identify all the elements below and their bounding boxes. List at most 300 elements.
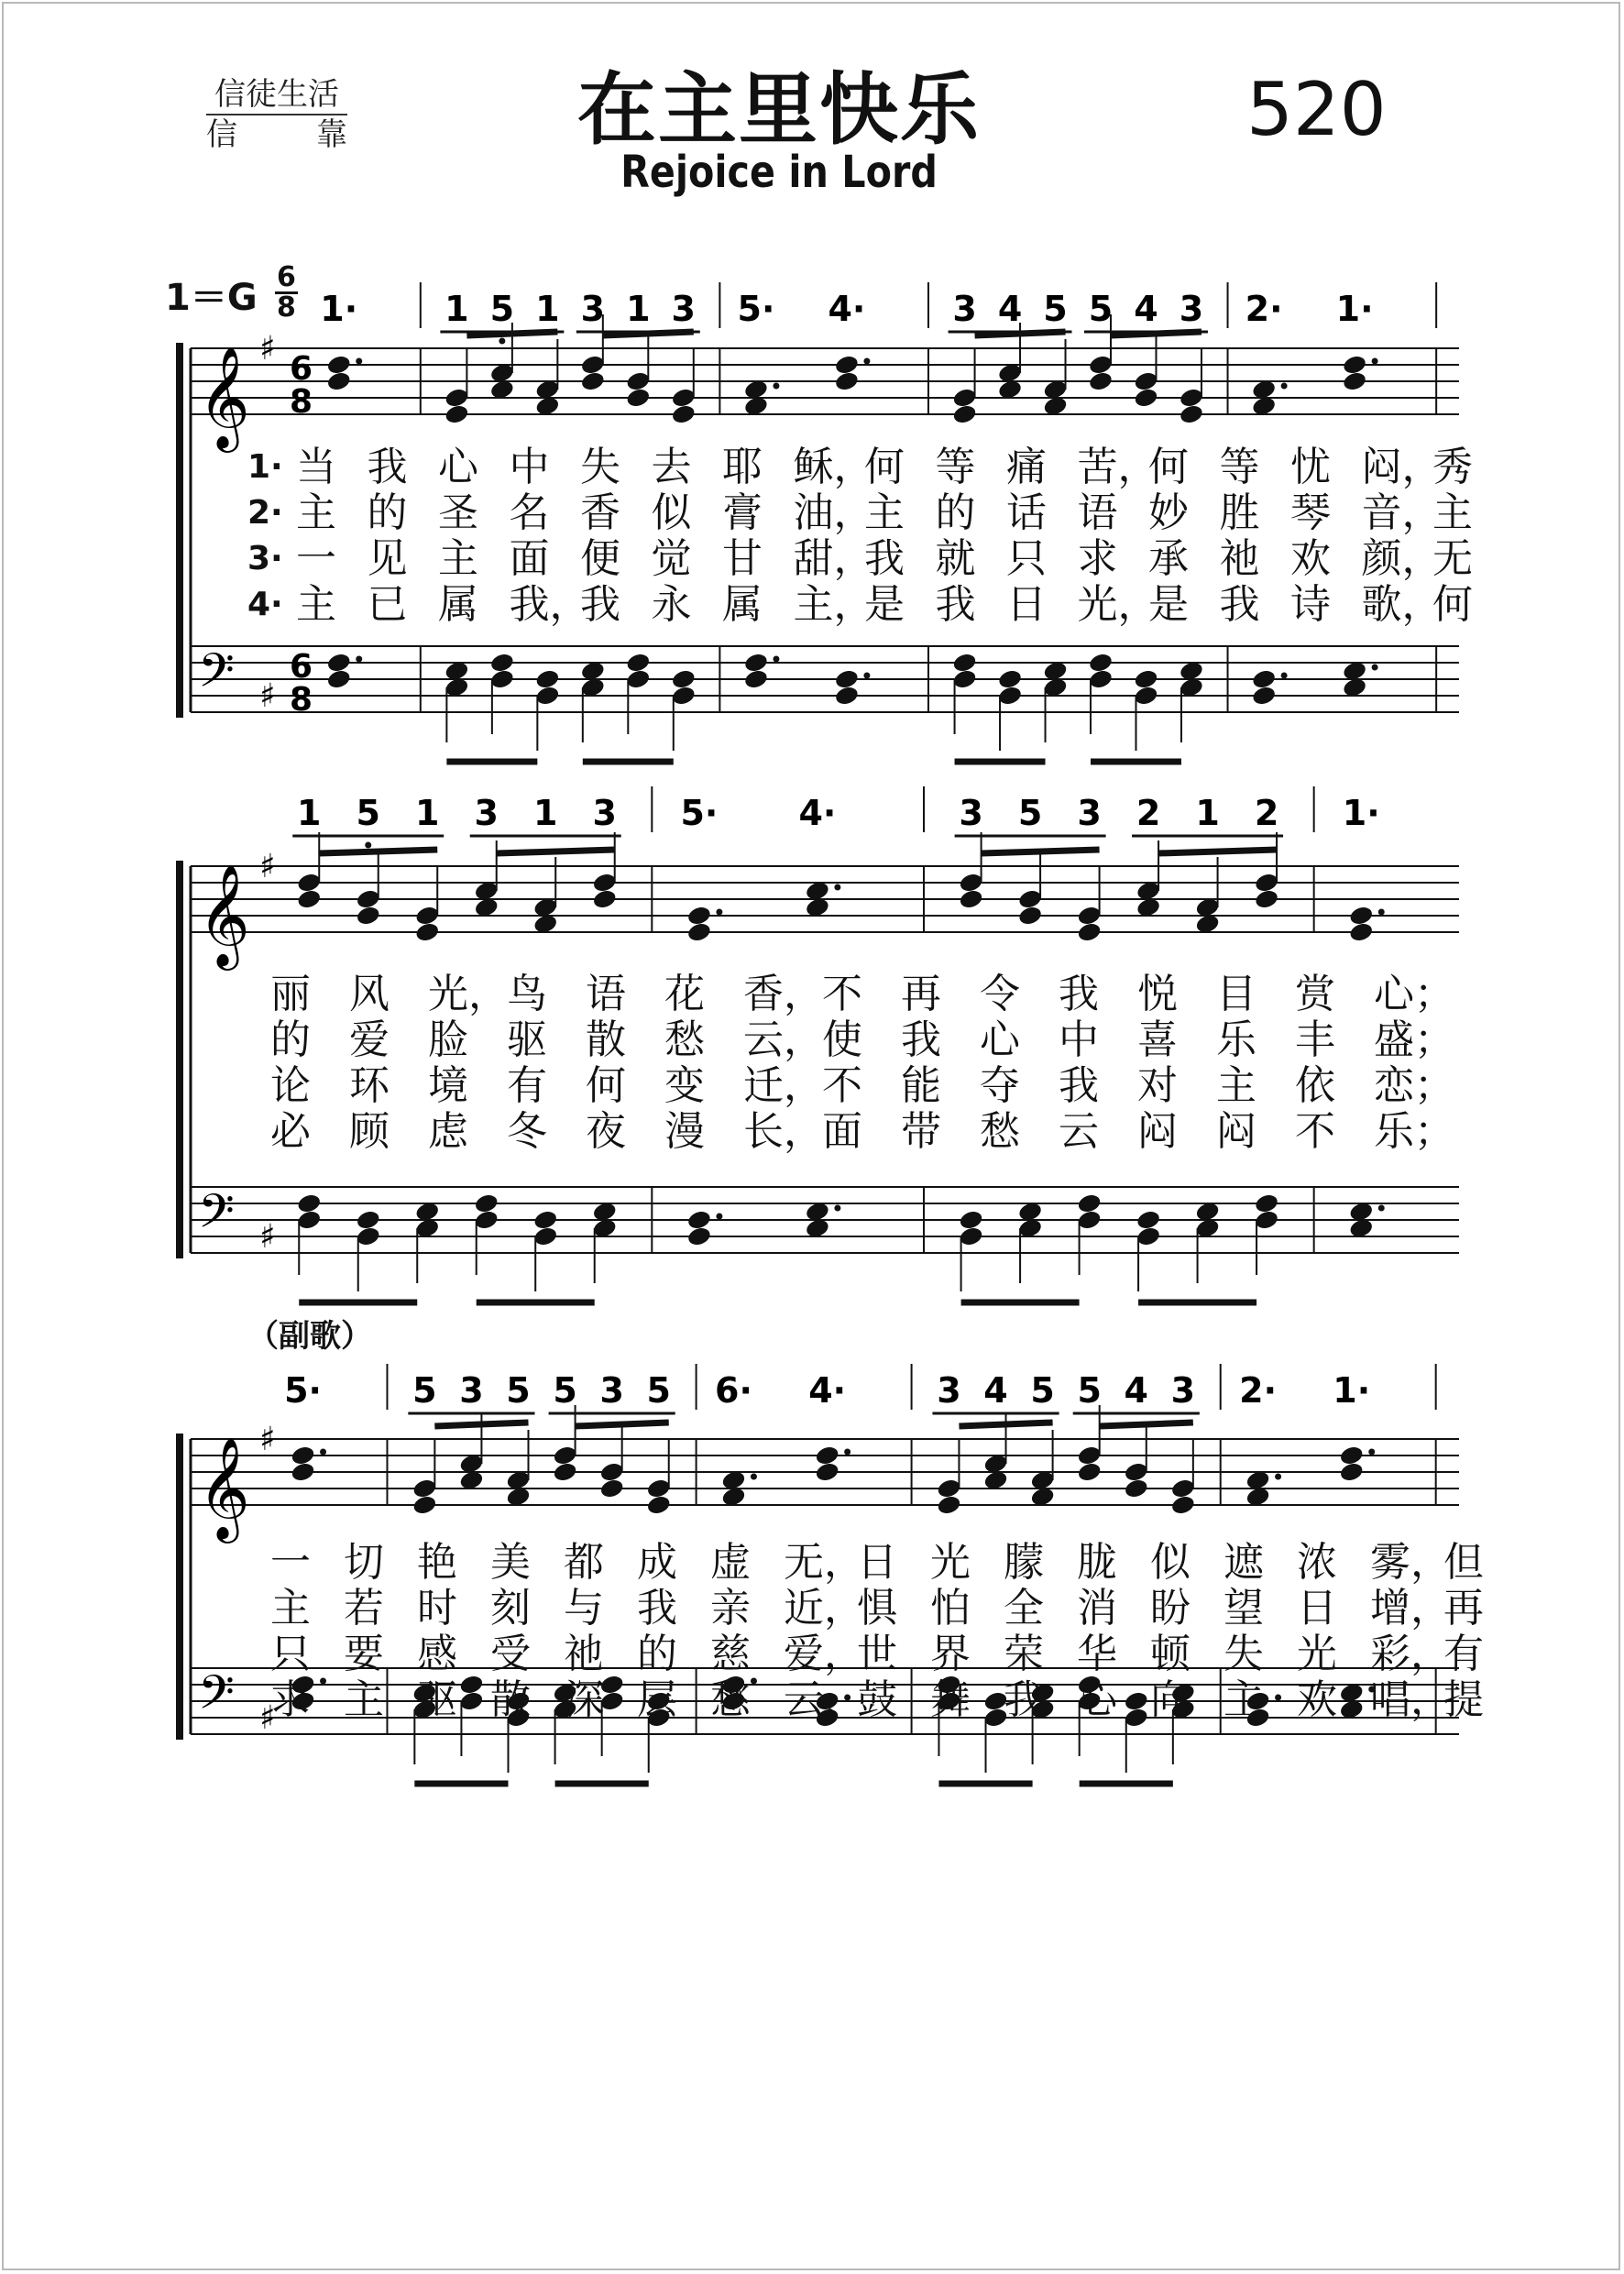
lyric-syllable: 驱 [417, 1676, 457, 1723]
lyric-syllable: 云， [743, 1016, 824, 1063]
lyric-syllable: 带 [901, 1108, 941, 1155]
bass-notehead [1254, 1209, 1279, 1231]
bass-notehead [958, 1209, 983, 1231]
treble-notehead [552, 1445, 577, 1467]
lyric-syllable: 日 [1297, 1585, 1337, 1631]
bass-clef-icon: 𝄢 [198, 1183, 235, 1250]
verse-number: 1· [247, 448, 283, 486]
jianpu-note: 3 [1170, 1370, 1196, 1411]
lyric-syllable: 的 [270, 1016, 311, 1063]
lyric-syllable: 必 [270, 1108, 311, 1155]
lyric-syllable: 彩， [1370, 1631, 1451, 1677]
treble-notehead [814, 1445, 839, 1467]
treble-notehead [1254, 888, 1279, 910]
lyric-syllable: 环 [349, 1062, 390, 1109]
lyric-syllable: 主 [270, 1585, 311, 1631]
lyric-syllable: 主 [1216, 1062, 1256, 1109]
lyric-syllable: 主 [296, 581, 336, 628]
jianpu-note: 5 [356, 793, 380, 833]
lyric-syllable: 悦 [1137, 971, 1178, 1017]
bass-time-signature: 8 [290, 681, 313, 719]
treble-notehead [1339, 1445, 1365, 1467]
bass-notehead [1076, 1192, 1102, 1214]
lyric-syllable: 愁 [710, 1676, 751, 1723]
treble-notehead [552, 1461, 577, 1483]
treble-notehead [592, 888, 618, 910]
treble-dot [356, 358, 362, 365]
jianpu-note: 5 [1030, 1370, 1055, 1411]
lyric-syllable: 世 [857, 1631, 897, 1677]
lyric-syllable: 华 [1077, 1631, 1117, 1677]
treble-beam [975, 332, 1066, 335]
lyric-syllable: 心 [980, 1016, 1020, 1063]
lyric-syllable: 的 [935, 489, 976, 536]
lyric-syllable: 失 [580, 444, 620, 490]
treble-beam [497, 850, 615, 853]
lyric-syllable: 无 [1432, 535, 1473, 582]
lyric-syllable: 虑 [428, 1108, 468, 1155]
treble-notehead [444, 387, 469, 409]
treble-notehead [834, 354, 860, 376]
lyric-syllable: 祂 [1219, 535, 1260, 582]
treble-dot [844, 1449, 850, 1456]
lyric-syllable: 中 [509, 444, 550, 490]
lyric-syllable: 我 [1004, 1676, 1044, 1723]
lyric-syllable: 向 [1150, 1676, 1191, 1723]
treble-notehead [958, 888, 983, 910]
bass-notehead [1251, 668, 1277, 690]
bass-notehead [1088, 652, 1114, 674]
treble-notehead [646, 1494, 672, 1516]
bass-dot [1372, 665, 1378, 671]
treble-time-signature: 6 [290, 350, 313, 388]
lyric-syllable: 觉 [651, 535, 692, 582]
treble-notehead [326, 370, 352, 392]
bass-notehead [997, 685, 1023, 707]
treble-notehead [580, 370, 606, 392]
bass-notehead [532, 1209, 558, 1231]
jianpu-note: 5 [506, 1370, 531, 1411]
jianpu-low-octave-dot [365, 842, 371, 849]
lyric-syllable: 喜 [1137, 1016, 1178, 1063]
bass-notehead [958, 1225, 983, 1247]
bass-dot [773, 656, 779, 663]
lyric-syllable: 苦， [1077, 444, 1158, 490]
jianpu-note: 3 [937, 1370, 961, 1411]
lyric-syllable: 稣， [793, 444, 874, 490]
lyric-syllable: 等 [1219, 444, 1260, 490]
bass-notehead [1136, 1209, 1161, 1231]
lyric-syllable: 若 [344, 1585, 384, 1631]
treble-notehead [1077, 1461, 1103, 1483]
lyric-syllable: 朦 [1004, 1539, 1044, 1586]
lyric-syllable: 主 [1432, 489, 1473, 536]
treble-notehead [936, 1494, 961, 1516]
lyric-syllable: 承 [1148, 535, 1189, 582]
bass-notehead [296, 1192, 322, 1214]
lyric-syllable: 心 [1077, 1676, 1117, 1723]
lyric-syllable: 令 [980, 971, 1020, 1017]
lyric-syllable: 油， [793, 489, 874, 536]
lyric-syllable: 顾 [349, 1108, 390, 1155]
jianpu-note: 5 [646, 1370, 671, 1411]
lyric-syllable: 名 [509, 489, 550, 536]
lyric-syllable: 主 [296, 489, 336, 536]
treble-notehead [414, 905, 440, 927]
lyric-syllable: 似 [1150, 1539, 1191, 1586]
treble-notehead [1133, 370, 1158, 392]
bass-dot [834, 1205, 840, 1212]
lyric-syllable: 亲 [710, 1585, 751, 1631]
treble-notehead [686, 921, 712, 943]
lyric-syllable: 鼓 [857, 1676, 897, 1723]
lyric-syllable: 漫 [664, 1108, 705, 1155]
lyric-syllable: 我 [1219, 581, 1260, 628]
jianpu-note: 5· [284, 1370, 322, 1411]
bass-notehead [1251, 685, 1277, 707]
lyric-syllable: 是 [864, 581, 905, 628]
hymn-subtitle: Rejoice in Lord [620, 147, 938, 198]
lyric-syllable: 主 [1223, 1676, 1264, 1723]
lyric-syllable: 舞 [930, 1676, 971, 1723]
treble-notehead [598, 1478, 624, 1500]
lyric-syllable: 再 [901, 971, 941, 1017]
treble-notehead [1076, 905, 1102, 927]
jianpu-note: 3 [599, 1370, 624, 1411]
lyric-syllable: 浓 [1297, 1539, 1337, 1586]
sharp-icon: ♯ [259, 677, 276, 715]
lyric-syllable: 有 [507, 1062, 547, 1109]
treble-notehead [625, 370, 651, 392]
treble-notehead [951, 403, 977, 425]
treble-notehead [290, 1445, 315, 1467]
lyric-syllable: 荣 [1004, 1631, 1044, 1677]
lyric-syllable: 面 [822, 1108, 862, 1155]
bass-notehead [326, 652, 352, 674]
treble-beam [982, 850, 1100, 853]
lyric-syllable: 层 [637, 1676, 677, 1723]
lyric-syllable: 我 [901, 1016, 941, 1063]
treble-notehead [1170, 1494, 1196, 1516]
lyric-syllable: 遮 [1223, 1539, 1264, 1586]
treble-beam [1111, 332, 1202, 335]
lyric-syllable: 主 [344, 1676, 384, 1723]
treble-beam [603, 332, 694, 335]
hymn-title: 在主里快乐 [577, 64, 981, 156]
bass-notehead [671, 685, 697, 707]
lyric-syllable: 见 [367, 535, 408, 582]
lyric-syllable: 恋； [1374, 1062, 1454, 1109]
lyric-syllable: 全 [1004, 1585, 1044, 1631]
sharp-icon: ♯ [259, 1421, 276, 1458]
bass-notehead [834, 668, 860, 690]
jianpu-note: 2 [1254, 793, 1279, 833]
jianpu-note: 1· [1342, 793, 1380, 833]
lyric-syllable: 主 [438, 535, 478, 582]
sharp-icon: ♯ [259, 1699, 276, 1737]
lyric-syllable: 音， [1361, 489, 1443, 536]
bass-notehead [474, 1209, 499, 1231]
lyric-syllable: 当 [296, 444, 336, 490]
lyric-syllable: 风 [349, 971, 390, 1017]
treble-notehead [1339, 1461, 1365, 1483]
category-secondary: 信 靠 [206, 116, 347, 153]
lyric-syllable: 脸 [428, 1016, 468, 1063]
lyric-syllable: 耶 [722, 444, 763, 490]
lyric-syllable: 丽 [270, 971, 311, 1017]
jianpu-note: 3 [671, 289, 697, 329]
lyric-syllable: 花 [664, 971, 705, 1017]
lyric-syllable: 冬 [507, 1108, 547, 1155]
treble-notehead [580, 354, 606, 376]
treble-notehead [598, 1461, 624, 1483]
chorus-label: （副歌） [247, 1318, 372, 1355]
lyric-syllable: 受 [490, 1631, 531, 1677]
lyric-syllable: 不 [822, 971, 862, 1017]
lyric-syllable: 属 [722, 581, 763, 628]
treble-notehead [290, 1461, 315, 1483]
lyric-syllable: 闷 [1137, 1108, 1178, 1155]
treble-beam [319, 850, 437, 853]
lyric-syllable: 与 [564, 1585, 604, 1631]
bass-notehead [534, 668, 560, 690]
bass-notehead [671, 668, 697, 690]
treble-clef-icon: 𝄞 [198, 346, 250, 448]
jianpu-note: 4 [997, 289, 1023, 329]
treble-notehead [1348, 921, 1374, 943]
jianpu-note: 6· [715, 1370, 752, 1411]
jianpu-note: 5 [1043, 289, 1068, 329]
jianpu-note: 1 [535, 289, 560, 329]
treble-beam [466, 332, 557, 335]
jianpu-note: 3 [580, 289, 606, 329]
treble-notehead [1179, 403, 1204, 425]
lyric-syllable: 愁 [980, 1108, 1020, 1155]
jianpu-note: 5 [1017, 793, 1043, 833]
lyric-syllable: 我 [864, 535, 905, 582]
bass-notehead [1133, 685, 1158, 707]
lyric-syllable: 便 [580, 535, 620, 582]
treble-notehead [296, 888, 322, 910]
key-signature-jianpu: 1＝G [165, 277, 258, 319]
lyric-syllable: 面 [509, 535, 550, 582]
bass-notehead [296, 1209, 322, 1231]
treble-notehead [1133, 387, 1158, 409]
jianpu-note: 3 [1077, 793, 1102, 833]
lyric-syllable: 鸟 [507, 971, 547, 1017]
lyric-syllable: 是 [1148, 581, 1189, 628]
bass-notehead [997, 668, 1023, 690]
lyric-syllable: 似 [651, 489, 692, 536]
lyric-syllable: 提 [1443, 1676, 1484, 1723]
lyric-syllable: 歌， [1361, 581, 1443, 628]
treble-notehead [411, 1494, 437, 1516]
verse-number: 4· [247, 586, 283, 623]
time-denominator: 8 [277, 291, 296, 324]
lyric-syllable: 的 [367, 489, 408, 536]
jianpu-note: 3 [959, 793, 983, 833]
lyric-syllable: 变 [664, 1062, 705, 1109]
bass-notehead [1133, 668, 1158, 690]
lyric-syllable: 光 [1297, 1631, 1337, 1677]
treble-dot [773, 383, 779, 390]
lyric-syllable: 消 [1077, 1585, 1117, 1631]
jianpu-note: 2 [1136, 793, 1161, 833]
lyric-syllable: 的 [637, 1631, 677, 1677]
lyric-syllable: 夜 [586, 1108, 626, 1155]
treble-notehead [1170, 1478, 1196, 1500]
lyric-syllable: 无， [784, 1539, 864, 1586]
lyric-syllable: 界 [930, 1631, 971, 1677]
lyric-syllable: 只 [1006, 535, 1047, 582]
bass-notehead [1124, 1690, 1149, 1712]
treble-notehead [834, 370, 860, 392]
lyric-syllable: 美 [490, 1539, 531, 1586]
lyric-syllable: 语 [1077, 489, 1118, 536]
verse-number: 2· [247, 494, 283, 532]
treble-notehead [958, 872, 983, 894]
treble-beam [434, 1423, 528, 1426]
lyric-syllable: 对 [1137, 1062, 1178, 1109]
lyric-syllable: 去 [651, 444, 692, 490]
treble-dot [751, 1474, 757, 1480]
treble-notehead [326, 354, 352, 376]
lyric-syllable: 时 [417, 1585, 457, 1631]
lyric-syllable: 我 [1059, 1062, 1099, 1109]
lyric-syllable: 望 [1223, 1585, 1264, 1631]
time-numerator: 6 [277, 261, 296, 293]
jianpu-note: 1 [415, 793, 440, 833]
treble-notehead [592, 872, 618, 894]
bass-dot [751, 1678, 757, 1685]
bass-dot [1281, 673, 1288, 679]
bass-notehead [1088, 668, 1114, 690]
bass-notehead [534, 685, 560, 707]
lyric-syllable: 诗 [1290, 581, 1331, 628]
jianpu-note: 4· [798, 793, 837, 833]
lyric-syllable: 我， [509, 581, 590, 628]
bass-notehead [625, 652, 651, 674]
jianpu-note: 3 [1179, 289, 1204, 329]
lyric-syllable: 愁 [664, 1016, 705, 1063]
jianpu-note: 5· [737, 289, 775, 329]
lyric-syllable: 痛 [1006, 444, 1047, 490]
lyric-syllable: 我 [367, 444, 408, 490]
bass-notehead [743, 652, 769, 674]
bass-time-signature: 6 [290, 648, 313, 686]
bass-notehead [458, 1690, 484, 1712]
treble-dot [863, 358, 870, 365]
lyric-syllable: 怕 [930, 1585, 971, 1631]
treble-notehead [1342, 370, 1367, 392]
lyric-syllable: 光， [1077, 581, 1158, 628]
jianpu-note: 1 [444, 289, 469, 329]
lyric-syllable: 欢 [1297, 1676, 1337, 1723]
lyric-syllable: 依 [1295, 1062, 1335, 1109]
jianpu-note: 5 [553, 1370, 577, 1411]
lyric-syllable: 欢 [1290, 535, 1331, 582]
jianpu-note: 3 [459, 1370, 484, 1411]
lyric-syllable: 光 [930, 1539, 971, 1586]
bass-notehead [356, 1209, 381, 1231]
lyric-syllable: 要 [344, 1631, 384, 1677]
bass-notehead [474, 1192, 499, 1214]
lyric-syllable: 我 [637, 1585, 677, 1631]
treble-dot [1372, 358, 1378, 365]
lyric-syllable: 丰 [1295, 1016, 1335, 1063]
treble-notehead [1254, 872, 1279, 894]
lyric-syllable: 艳 [417, 1539, 457, 1586]
lyric-syllable: 乐 [1216, 1016, 1256, 1063]
treble-notehead [356, 905, 381, 927]
lyric-syllable: 心； [1374, 971, 1454, 1017]
bass-notehead [686, 1225, 712, 1247]
lyric-syllable: 求 [1077, 535, 1118, 582]
treble-notehead [814, 1461, 839, 1483]
treble-notehead [296, 872, 322, 894]
treble-notehead [625, 387, 651, 409]
lyric-syllable: 爱 [349, 1016, 390, 1063]
lyric-syllable: 再 [1443, 1585, 1484, 1631]
bass-notehead [1254, 1192, 1279, 1214]
treble-dot [1378, 909, 1385, 916]
treble-notehead [1077, 1445, 1103, 1467]
lyric-syllable: 慈 [710, 1631, 751, 1677]
lyric-syllable: 增， [1370, 1585, 1451, 1631]
lyric-syllable: 唱， [1370, 1676, 1451, 1723]
lyric-syllable: 已 [367, 581, 408, 628]
lyric-syllable: 一 [296, 535, 336, 582]
jianpu-note: 1 [1195, 793, 1220, 833]
category-primary: 信徒生活 [206, 75, 347, 115]
lyric-syllable: 忧 [1290, 444, 1331, 490]
treble-dot [320, 1449, 326, 1456]
lyric-syllable: 就 [935, 535, 976, 582]
treble-notehead [1179, 387, 1204, 409]
lyric-syllable: 膏 [722, 489, 763, 536]
lyric-syllable: 顿 [1150, 1631, 1191, 1677]
lyric-syllable: 夺 [980, 1062, 1020, 1109]
lyric-syllable: 闷 [1216, 1108, 1256, 1155]
lyric-syllable: 妙 [1148, 489, 1189, 536]
lyric-syllable: 爱， [784, 1631, 864, 1677]
lyric-syllable: 近， [784, 1585, 864, 1631]
treble-time-signature: 8 [290, 383, 313, 421]
lyric-syllable: 等 [935, 444, 976, 490]
bass-notehead [1136, 1225, 1161, 1247]
sharp-icon: ♯ [259, 1218, 276, 1256]
treble-notehead [646, 1478, 672, 1500]
treble-notehead [1088, 370, 1114, 392]
jianpu-note: 1 [533, 793, 558, 833]
lyric-syllable: 我 [580, 581, 620, 628]
lyric-syllable: 迁， [743, 1062, 824, 1109]
bass-notehead [1076, 1209, 1102, 1231]
lyric-syllable: 但 [1443, 1539, 1484, 1586]
lyric-syllable: 有 [1443, 1631, 1484, 1677]
jianpu-note: 4 [1124, 1370, 1148, 1411]
jianpu-note: 2· [1239, 1370, 1278, 1411]
treble-dot [1275, 1474, 1281, 1480]
lyric-syllable: 心 [438, 444, 478, 490]
lyric-syllable: 香 [580, 489, 620, 536]
bass-notehead [625, 668, 651, 690]
lyric-syllable: 秀 [1432, 444, 1473, 490]
lyric-syllable: 刻 [490, 1585, 531, 1631]
lyric-syllable: 散 [586, 1016, 626, 1063]
bass-notehead [686, 1209, 712, 1231]
bass-clef-icon: 𝄢 [198, 643, 235, 709]
